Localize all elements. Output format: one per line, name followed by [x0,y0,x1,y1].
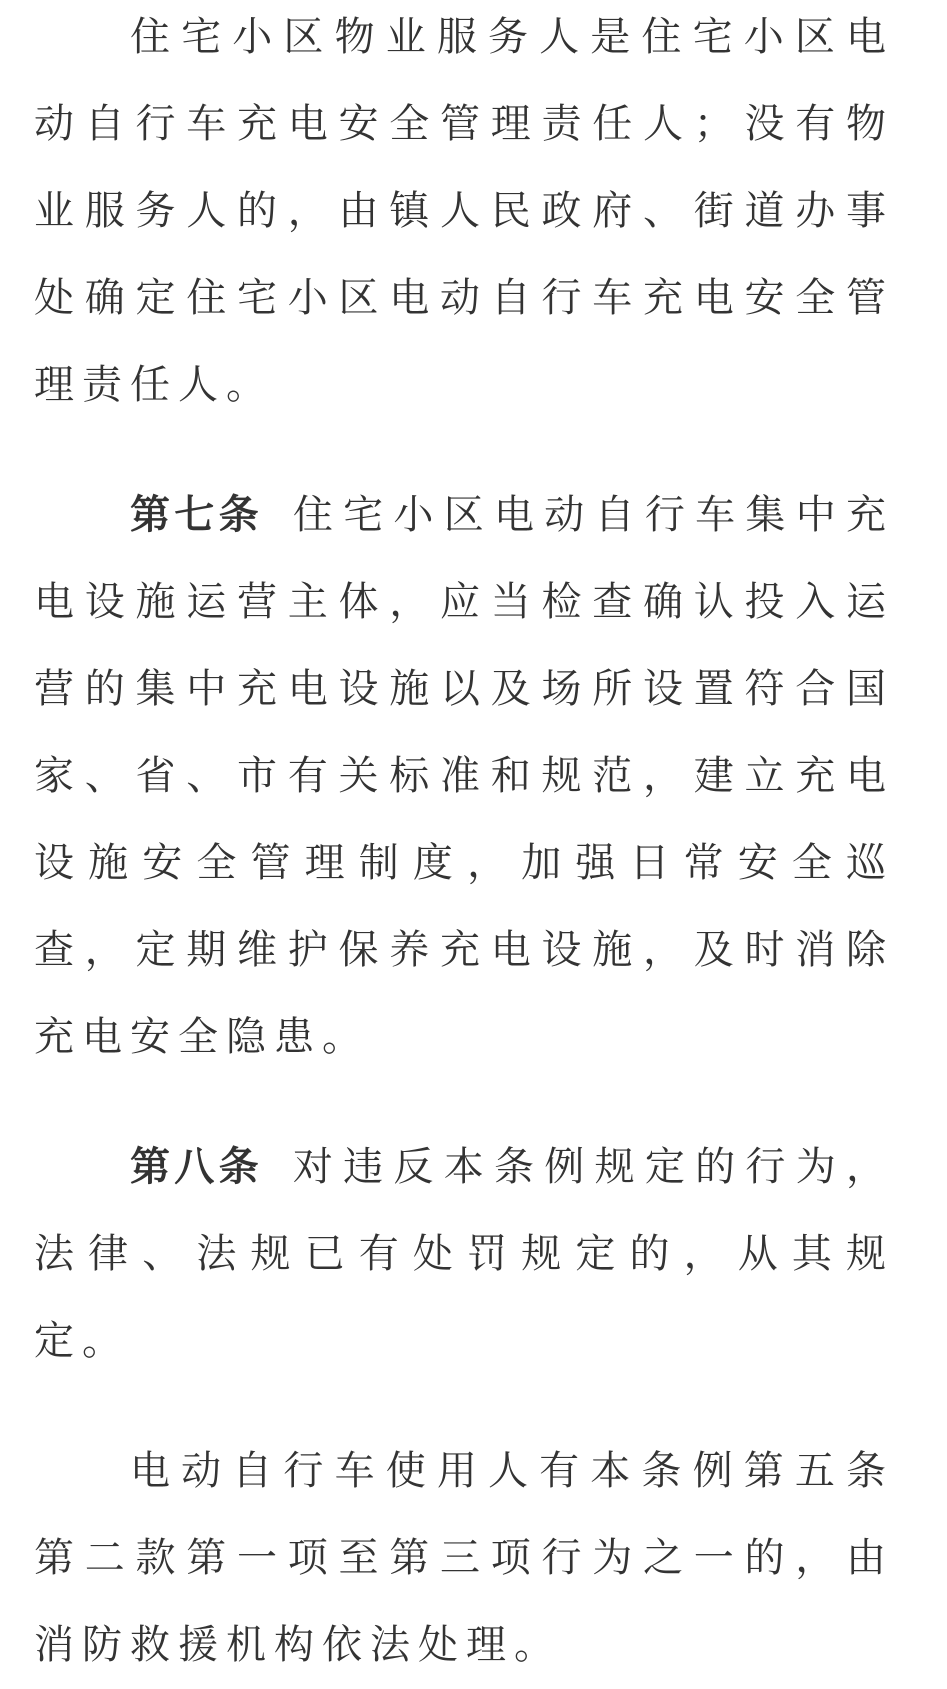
paragraph-gap [34,1081,894,1124]
paragraph-management-responsibility [34,0,894,429]
paragraph-gap [34,1385,894,1428]
article-8 [34,1124,894,1385]
paragraph-gap [34,429,894,472]
document-body [34,0,894,1689]
article-text: 对违反本条例规定的行为，法律、法规已有处罚规定的，从其规定。 [34,1144,895,1364]
paragraph-fire-rescue [34,1428,894,1689]
article-heading: 第七条 [130,492,263,538]
paragraph-text: 住宅小区物业服务人是住宅小区电动自行车充电安全管理责任人；没有物业服务人的，由镇人民政府、街道办事处确定住宅小区电动自行车充电安全管理责任人。 [34,14,894,408]
paragraph-text: 电动自行车使用人有本条例第五条第二款第一项至第三项行为之一的，由消防救援机构依法处理。 [34,1448,894,1668]
article-text: 住宅小区电动自行车集中充电设施运营主体，应当检查确认投入运营的集中充电设施以及场所设置符合国家、省、市有关标准和规范，建立充电设施安全管理制度，加强日常安全巡查，定期维护保养充电设施，及时消除充电安全隐患。 [34,492,895,1060]
article-heading: 第八条 [130,1144,263,1190]
article-7 [34,472,894,1081]
